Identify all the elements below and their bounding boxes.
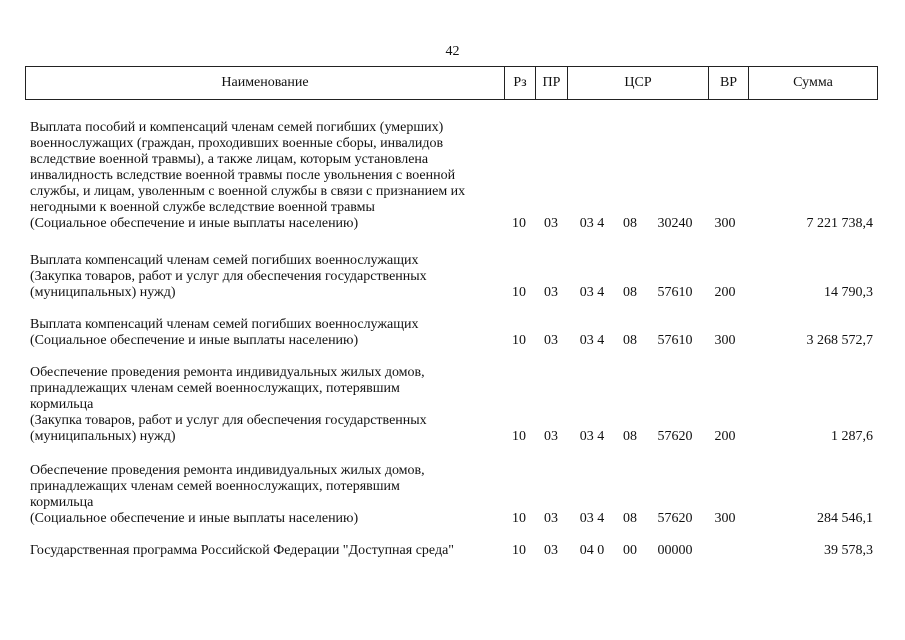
- row-csr-group: 08: [623, 333, 637, 348]
- row-rz: 10: [512, 285, 526, 300]
- row-sum: 7 221 738,4: [806, 216, 873, 231]
- row-csr-program: 03 4: [579, 511, 605, 526]
- header-csr: ЦСР: [567, 67, 708, 99]
- row-csr-group: 08: [623, 429, 637, 444]
- row-csr-program: 03 4: [579, 429, 605, 444]
- row-pr: 03: [544, 429, 558, 444]
- row-vr: 300: [714, 216, 736, 231]
- row-name: Государственная программа Российской Федерации "Доступная среда": [30, 543, 454, 558]
- table-row: [0, 543, 905, 559]
- row-vr: 300: [714, 511, 736, 526]
- table-row: [0, 317, 905, 349]
- header-pr: ПР: [535, 67, 567, 99]
- row-csr-number: 00000: [657, 543, 693, 558]
- row-name: Выплата компенсаций членам семей погибших военнослужащих (Социальное обеспечение и иные выплаты населению): [30, 317, 419, 348]
- row-csr-number: 57610: [657, 285, 693, 300]
- row-sum: 39 578,3: [824, 543, 873, 558]
- row-rz: 10: [512, 333, 526, 348]
- header-rz: Рз: [504, 67, 535, 99]
- row-csr-number: 57620: [657, 429, 693, 444]
- table-row: [0, 120, 905, 232]
- row-pr: 03: [544, 216, 558, 231]
- row-csr-program: 03 4: [579, 333, 605, 348]
- row-vr: 200: [714, 429, 736, 444]
- row-csr-group: 08: [623, 285, 637, 300]
- row-csr-program: 03 4: [579, 285, 605, 300]
- row-csr-program: 04 0: [579, 543, 605, 558]
- row-sum: 3 268 572,7: [806, 333, 873, 348]
- row-sum: 14 790,3: [824, 285, 873, 300]
- table-row: [0, 253, 905, 301]
- header-sum: Сумма: [748, 67, 877, 99]
- row-name: Выплата пособий и компенсаций членам семей погибших (умерших) военнослужащих (граждан, проходивших военные сборы, инвалидов вследствие военной травмы), а также лицам, которым установлена инвалидность вследствие военной травмы после увольнения с военной службы, и лицам, уволенным с военной службы в связи с признанием их негодными к военной службе вследствие военной травмы (Социальное обеспечение и иные выплаты населению): [30, 120, 466, 231]
- row-csr-group: 08: [623, 216, 637, 231]
- row-rz: 10: [512, 216, 526, 231]
- table-row: [0, 463, 905, 527]
- row-csr-number: 57620: [657, 511, 693, 526]
- row-pr: 03: [544, 543, 558, 558]
- row-csr-number: 30240: [657, 216, 693, 231]
- row-vr: 300: [714, 333, 736, 348]
- table-header: [25, 66, 878, 100]
- page-number: 42: [445, 44, 460, 59]
- row-name: Обеспечение проведения ремонта индивидуальных жилых домов, принадлежащих членам семей военнослужащих, потерявшим кормильца (Закупка товаров, работ и услуг для обеспечения государственных (муниципальных) нужд): [30, 365, 427, 444]
- header-vr: ВР: [708, 67, 748, 99]
- row-sum: 1 287,6: [831, 429, 873, 444]
- header-name: Наименование: [221, 75, 309, 90]
- row-csr-number: 57610: [657, 333, 693, 348]
- row-vr: 200: [714, 285, 736, 300]
- row-pr: 03: [544, 511, 558, 526]
- table-row: [0, 365, 905, 445]
- row-pr: 03: [544, 285, 558, 300]
- row-rz: 10: [512, 429, 526, 444]
- row-csr-group: 00: [623, 543, 637, 558]
- row-pr: 03: [544, 333, 558, 348]
- row-rz: 10: [512, 511, 526, 526]
- row-rz: 10: [512, 543, 526, 558]
- row-sum: 284 546,1: [817, 511, 873, 526]
- row-name: Обеспечение проведения ремонта индивидуальных жилых домов, принадлежащих членам семей военнослужащих, потерявшим кормильца (Социальное обеспечение и иные выплаты населению): [30, 463, 425, 526]
- row-csr-group: 08: [623, 511, 637, 526]
- row-name: Выплата компенсаций членам семей погибших военнослужащих (Закупка товаров, работ и услуг для обеспечения государственных (муниципальных) нужд): [30, 253, 427, 300]
- row-csr-program: 03 4: [579, 216, 605, 231]
